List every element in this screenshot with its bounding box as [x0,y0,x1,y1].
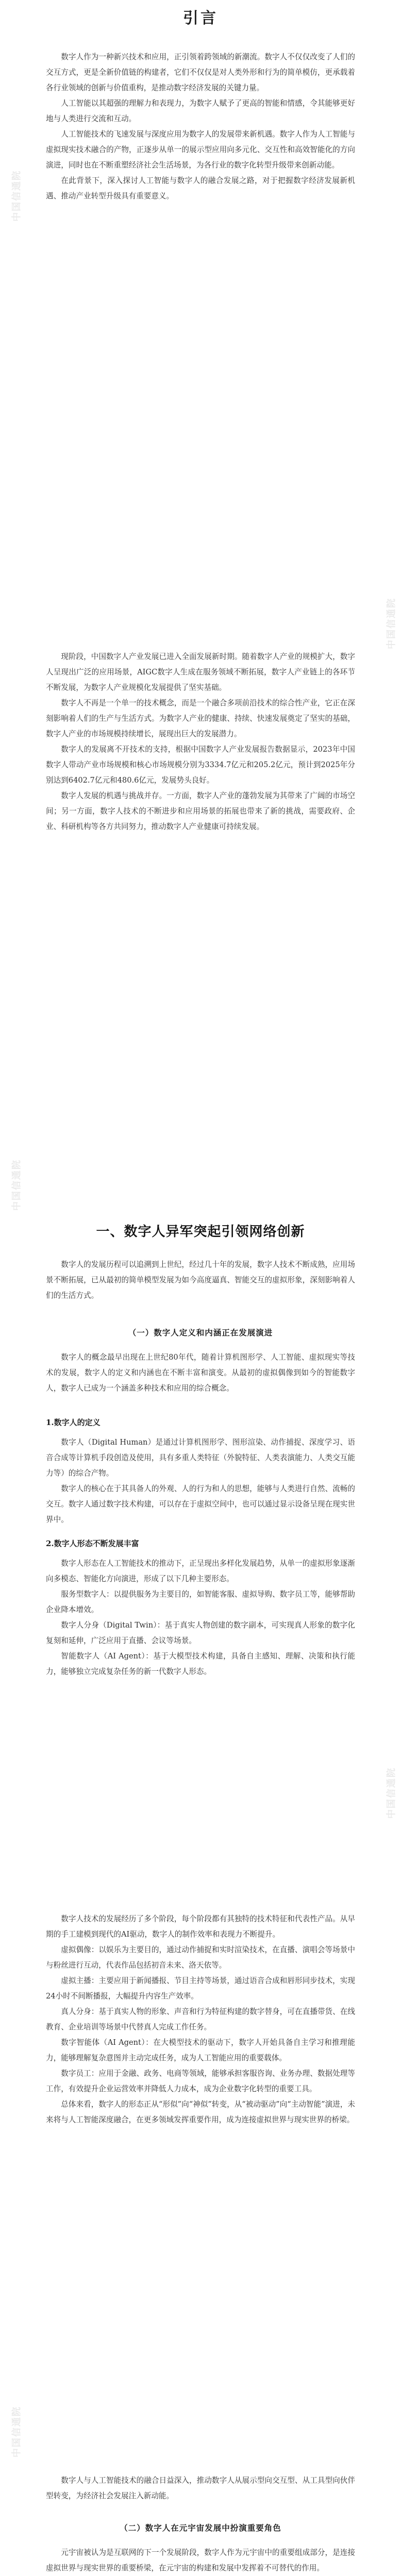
body-paragraph: 数字人发展的机遇与挑战并存。一方面，数字人产业的蓬勃发展为其带来了广阔的市场空间；另一方面，数字人技术的不断进步和应用场景的拓展也带来了新的挑战，需要政府、企业、科研机构等各方共同努力，推动数字人产业健康可持续发展。 [46,791,355,831]
section-heading: 一、数字人异军突起引领网络创新 [96,1224,305,1240]
body-paragraph: 数字人的概念最早出现在上世纪80年代，随着计算机图形学、人工智能、虚拟现实等技术的发展，数字人的定义和内涵也在不断丰富和演变。从最初的虚拟偶像到如今的智能数字人，数字人已成为一个涵盖多种技术和应用的综合概念。 [46,1353,355,1393]
watermark-text: 中国信通院 [386,598,397,649]
watermark-text: 中国信通院 [11,1159,22,1211]
intro-paragraph: 人工智能技术的飞速发展与深度应用为数字人的发展带来新机遇。数字人作为人工智能与虚拟现实技术融合的产物，正逐步从单一的展示型应用向多元化、交互性和高效智能化的方向演进，同时也在不断重塑经济社会生活场景，为各行业的数字化转型升级带来创新动能。 [46,130,355,170]
body-paragraph: 真人分身：基于真实人物的形象、声音和行为特征构建的数字替身，可在直播带货、在线教育、企业培训等场景中代替真人完成工作任务。 [46,2007,355,2031]
watermark-text: 中国信通院 [386,1767,397,1819]
subheading-forms: 2.数字人形态不断发展丰富 [46,1539,139,1548]
page-title: 引言 [183,9,218,27]
body-paragraph: 数字员工：应用于金融、政务、电商等领域，能够承担客服咨询、业务办理、数据处理等工作，有效提升企业运营效率并降低人力成本，成为企业数字化转型的重要工具。 [46,2069,355,2093]
body-paragraph: 数字人的发展离不开技术的支持，根据中国数字人产业发展报告数据显示，2023年中国数字人带动产业市场规模和核心市场规模分别为3334.7亿元和205.2亿元，预计到2025年分别达到6402.7亿元和480.6亿元，发展势头良好。 [46,745,355,785]
section-intro-paragraph: 数字人的发展历程可以追溯到上世纪，经过几十年的发展，数字人技术不断成熟，应用场景不断拓展，已从最初的简单模型发展为如今高度逼真、智能交互的虚拟形象，深刻影响着人们的生活方式。 [46,1260,355,1300]
body-paragraph: 数字人不再是一个单一的技术概念，而是一个融合多项前沿技术的综合性产业，它正在深刻影响着人们的生产与生活方式。为数字人产业的健康、持续、快速发展奠定了坚实的基础，数字人产业的市场规模持续增长，展现出巨大的发展潜力。 [46,699,355,738]
body-paragraph: 数字人技术的发展经历了多个阶段，每个阶段都有其独特的技术特征和代表性产品。从早期的手工建模到现代的AI驱动，数字人的制作效率和表现力不断提升。 [46,1914,355,1939]
body-paragraph: 元宇宙被认为是互联网的下一个发展阶段，数字人作为元宇宙中的重要组成部分，是连接虚拟世界与现实世界的重要桥梁，在元宇宙的构建和发展中发挥着不可替代的作用。 [46,2548,355,2572]
body-paragraph: 虚拟主播：主要应用于新闻播报、节目主持等场景，通过语音合成和唇形同步技术，实现24小时不间断播报，大幅提升内容生产效率。 [46,1976,355,2001]
subheading-definition: 1.数字人的定义 [46,1418,101,1427]
body-paragraph: 总体来看，数字人的形态正从“形似”向“神似”转变，从“被动驱动”向“主动智能”演进，未来将与人工智能深度融合，在更多领域发挥重要作用，成为连接虚拟世界与现实世界的桥梁。 [46,2100,355,2124]
body-paragraph: 数字人与人工智能技术的融合日益深入，推动数字人从展示型向交互型、从工具型向伙伴型转变，为经济社会发展注入新动能。 [46,2476,355,2500]
subsection-heading: （一）数字人定义和内涵正在发展演进 [128,1328,273,1337]
body-paragraph: 数字人分身（Digital Twin）：基于真实人物创建的数字副本，可实现真人形象的数字化复刻和延伸，广泛应用于直播、会议等场景。 [46,1621,355,1645]
body-paragraph: 数字智能体（AI Agent）：在大模型技术的驱动下，数字人开始具备自主学习和推理能力，能够理解复杂意图并主动完成任务，成为人工智能应用的重要载体。 [46,2038,355,2062]
watermark-text: 中国信通院 [11,170,22,222]
body-paragraph: 现阶段，中国数字人产业发展已进入全面发展新时期。随着数字人产业的规模扩大，数字人呈现出广泛的应用场景，AIGC数字人生成在服务领域不断拓展，数字人产业链上的各环节不断发展，为数字人产业规模化发展提供了坚实基础。 [46,652,355,692]
intro-paragraph: 数字人作为一种新兴技术和应用，正引领着跨领域的新潮流。数字人不仅仅改变了人们的交互方式，更是全新价值链的构建者，它们不仅仅是对人类外形和行为的简单模仿，更承载着各行业领域的创新与价值重构，是推动数字经济发展的关键力量。 [46,53,355,92]
body-paragraph: 数字人形态在人工智能技术的推动下，正呈现出多样化发展趋势，从单一的虚拟形象逐渐向多模态、智能化方向演进，形成了以下几种主要形态。 [46,1559,355,1583]
body-paragraph: 数字人（Digital Human）是通过计算机图形学、图形渲染、动作捕捉、深度学习、语音合成等计算机手段创造及使用，具有多重人类特征（外貌特征、人类表演能力、人类交互能力等）的综合产物。 [46,1438,355,1478]
intro-paragraph: 在此背景下，深入探讨人工智能与数字人的融合发展之路，对于把握数字经济发展新机遇、推动产业转型升级具有重要意义。 [46,176,355,200]
body-paragraph: 虚拟偶像：以娱乐为主要目的，通过动作捕捉和实时渲染技术，在直播、演唱会等场景中与粉丝进行互动，代表作品包括初音未来、洛天依等。 [46,1945,355,1970]
body-paragraph: 智能数字人（AI Agent）：基于大模型技术构建，具备自主感知、理解、决策和执行能力，能够独立完成复杂任务的新一代数字人形态。 [46,1652,355,1676]
subsection-heading: （二）数字人在元宇宙发展中扮演重要角色 [120,2523,281,2533]
body-paragraph: 数字人的核心在于其具备人的外观、人的行为和人的思想，能够与人类进行自然、流畅的交互。数字人通过数字技术构建，可以存在于虚拟空间中，也可以通过显示设备呈现在现实世界中。 [46,1484,355,1524]
body-paragraph: 服务型数字人：以提供服务为主要目的，如智能客服、虚拟导购、数字员工等，能够帮助企业降本增效。 [46,1590,355,1614]
intro-paragraph: 人工智能以其超强的理解力和表现力，为数字人赋予了更高的智能和情感，令其能够更好地与人类进行交流和互动。 [46,99,355,123]
watermark-text: 中国信通院 [11,2406,22,2458]
